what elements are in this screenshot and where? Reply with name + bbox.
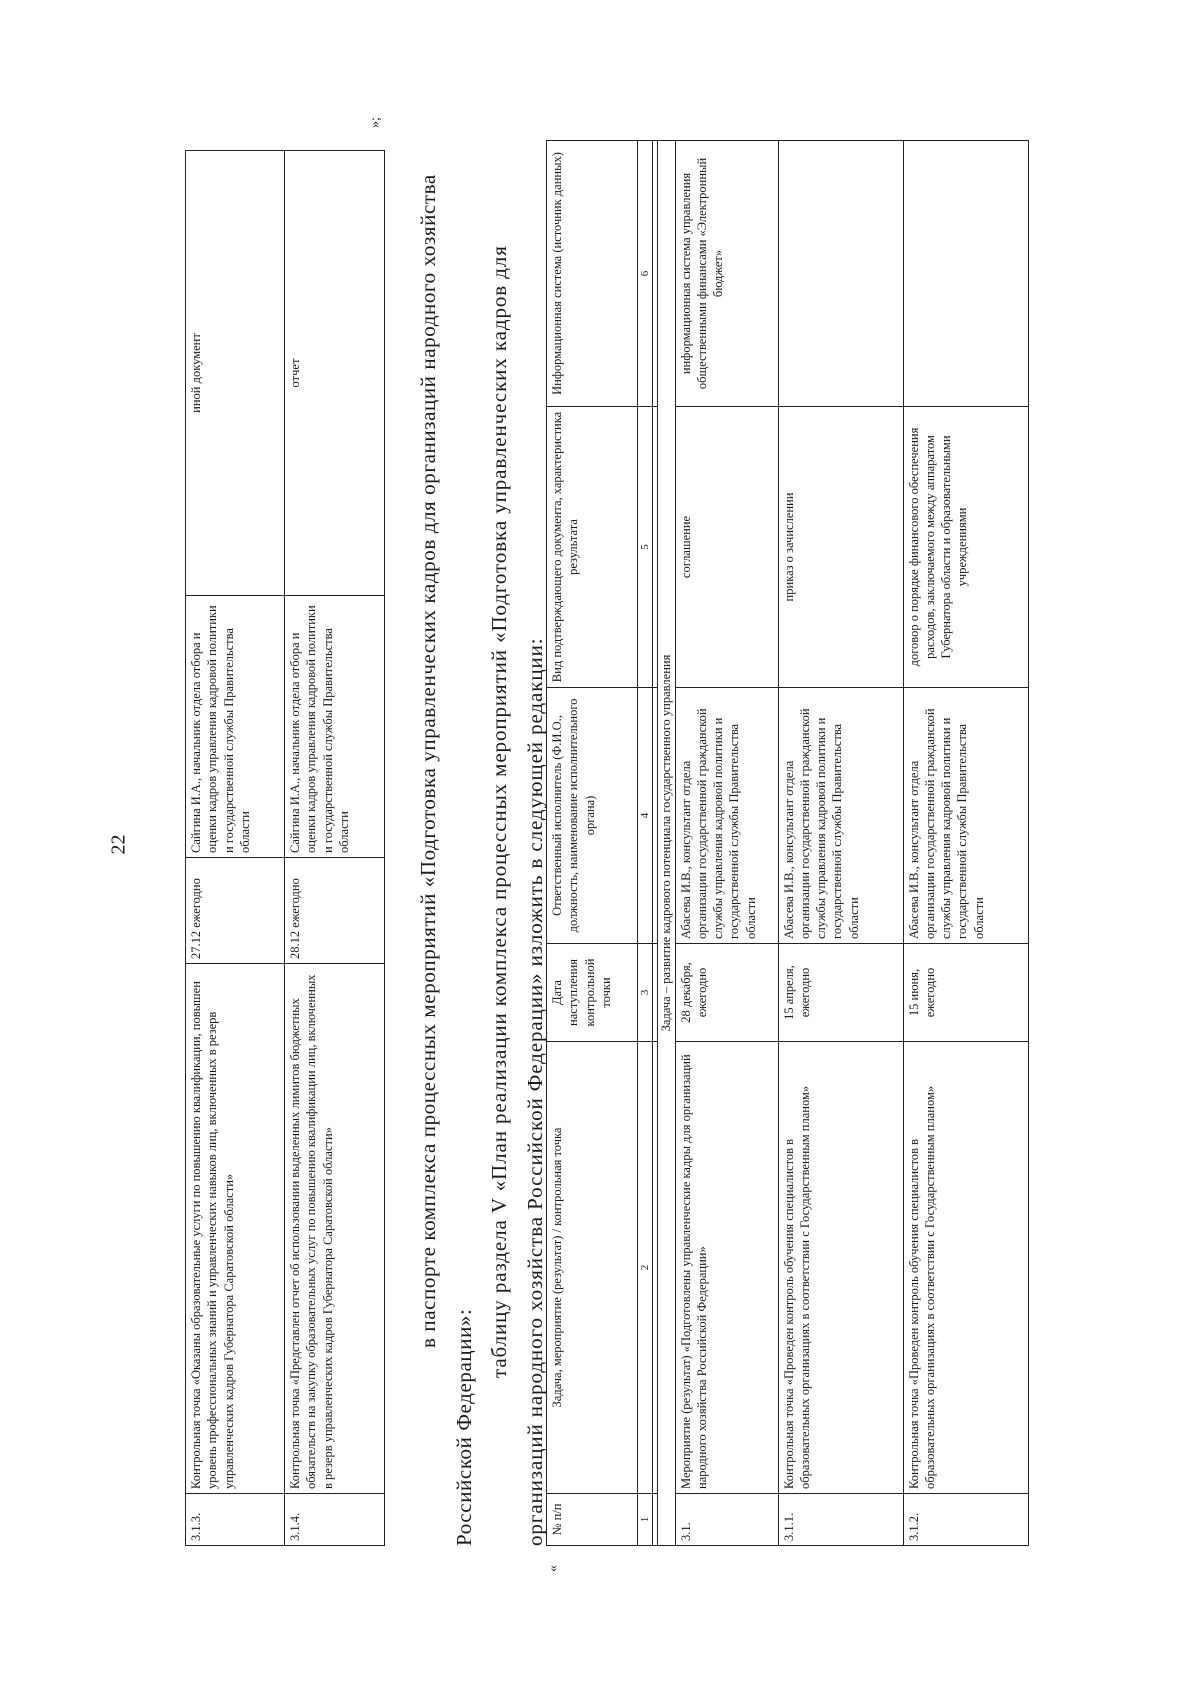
cell-document: соглашение [675, 407, 778, 688]
table-row [186, 151, 285, 1546]
column-number: 3 [638, 944, 653, 1042]
cell-responsible: Абасева И.В., консультант отдела организации государственной гражданской службы управления кадровой политики и государственной службы Правительства области [778, 688, 903, 944]
cell-document: договор о порядке финансового обеспечения расходов, заключаемого между аппаратом Губернатора области и образовательными учреждениями [903, 407, 1028, 688]
column-number: 1 [638, 1494, 653, 1546]
cell-document: иной документ [186, 151, 285, 596]
cell-date: 28.12 ежегодно [285, 858, 385, 964]
cell-date: 28 декабря, ежегодно [675, 944, 778, 1042]
cell-responsible: Сайгина И.А., начальник отдела отбора и оценки кадров управления кадровой политики и государственной службы Правительства области [186, 596, 285, 858]
column-number-row [638, 141, 653, 1546]
task-row [658, 141, 675, 1546]
task-cell: Задача – развитие кадрового потенциала государственного управления [658, 141, 675, 1546]
cell-name: Контрольная точка «Оказаны образовательные услуги по повышению квалификации, повышен уровень профессиональных знаний и управленческих навыков лиц, включенных в резерв управленческих кадров Губернатора Саратовской области» [186, 964, 285, 1494]
cell-date: 27.12 ежегодно [186, 858, 285, 964]
cell-document: отчет [285, 151, 385, 596]
column-number: 2 [638, 1042, 653, 1494]
cell-responsible: Абасева И.В., консультант отдела организации государственной гражданской службы управления кадровой политики и государственной службы Правительства области [675, 688, 778, 944]
cell-document: приказ о зачислении [778, 407, 903, 688]
cell-system: информационная система управления общественными финансами «Электронный бюджет» [675, 141, 778, 407]
header-cell: Задача, мероприятие (результат) / контрольная точка [547, 1042, 638, 1494]
top-table [185, 150, 385, 1546]
header-cell: Вид подтверждающего документа, характеристика результата [547, 407, 638, 688]
cell-name: Контрольная точка «Представлен отчет об использовании выделенных лимитов бюджетных обязательств на закупку образовательных услуг по повышению квалификации лиц, включенных в резерв управленческих кадров Губернатора Саратовской области» [285, 964, 385, 1494]
header-cell: Дата наступления контрольной точки [547, 944, 638, 1042]
table-row [903, 141, 1028, 1546]
cell-date: 15 апреля, ежегодно [778, 944, 903, 1042]
cell-name: Контрольная точка «Проведен контроль обучения специалистов в образовательных организациях в соответствии с Государственным планом» [778, 1042, 903, 1494]
cell-date: 15 июня, ежегодно [903, 944, 1028, 1042]
cell-responsible: Абасева И.В., консультант отдела организации государственной гражданской службы управления кадровой политики и государственной службы Правительства области [903, 688, 1028, 944]
cell-responsible: Сайгина И.А., начальник отдела отбора и оценки кадров управления кадровой политики и государственной службы Правительства области [285, 596, 385, 858]
closing-quote: »; [368, 117, 383, 128]
cell-num: 3.1.4. [285, 1494, 385, 1546]
header-cell: № п/п [547, 1494, 638, 1546]
opening-quote: « [546, 1565, 561, 1572]
header-row [547, 141, 638, 1546]
table-row [675, 141, 778, 1546]
cell-num: 3.1. [675, 1494, 778, 1546]
cell-name: Мероприятие (результат) «Подготовлены управленческие кадры для организаций народного хозяйства Российской Федерации» [675, 1042, 778, 1494]
cell-num: 3.1.1. [778, 1494, 903, 1546]
column-number: 5 [638, 407, 653, 688]
column-number: 4 [638, 688, 653, 944]
paragraph-1: в паспорте комплекса процессных мероприятий «Подготовка управленческих кадров для организаций народного хозяйства Российской Федерации»: [416, 174, 476, 1546]
cell-name: Контрольная точка «Проведен контроль обучения специалистов в образовательных организациях в соответствии с Государственным планом» [903, 1042, 1028, 1494]
cell-system [778, 141, 903, 407]
header-cell: Информационная система (источник данных) [547, 141, 638, 407]
cell-system [903, 141, 1028, 407]
plan-table [546, 140, 1029, 1546]
table-row [778, 141, 903, 1546]
paragraph-2: таблицу раздела V «План реализации комплекса процессных мероприятий «Подготовка управленческих кадров для организаций народного хозяйства Российской Федерации» изложить в следующей редакции: [487, 245, 547, 1546]
header-cell: Ответственный исполнитель (Ф.И.О., должность, наименование исполнительного органа) [547, 688, 638, 944]
cell-num: 3.1.2. [903, 1494, 1028, 1546]
cell-num: 3.1.3. [186, 1494, 285, 1546]
column-number: 6 [638, 141, 653, 407]
table-row [285, 151, 385, 1546]
page-number: 22 [107, 834, 130, 855]
